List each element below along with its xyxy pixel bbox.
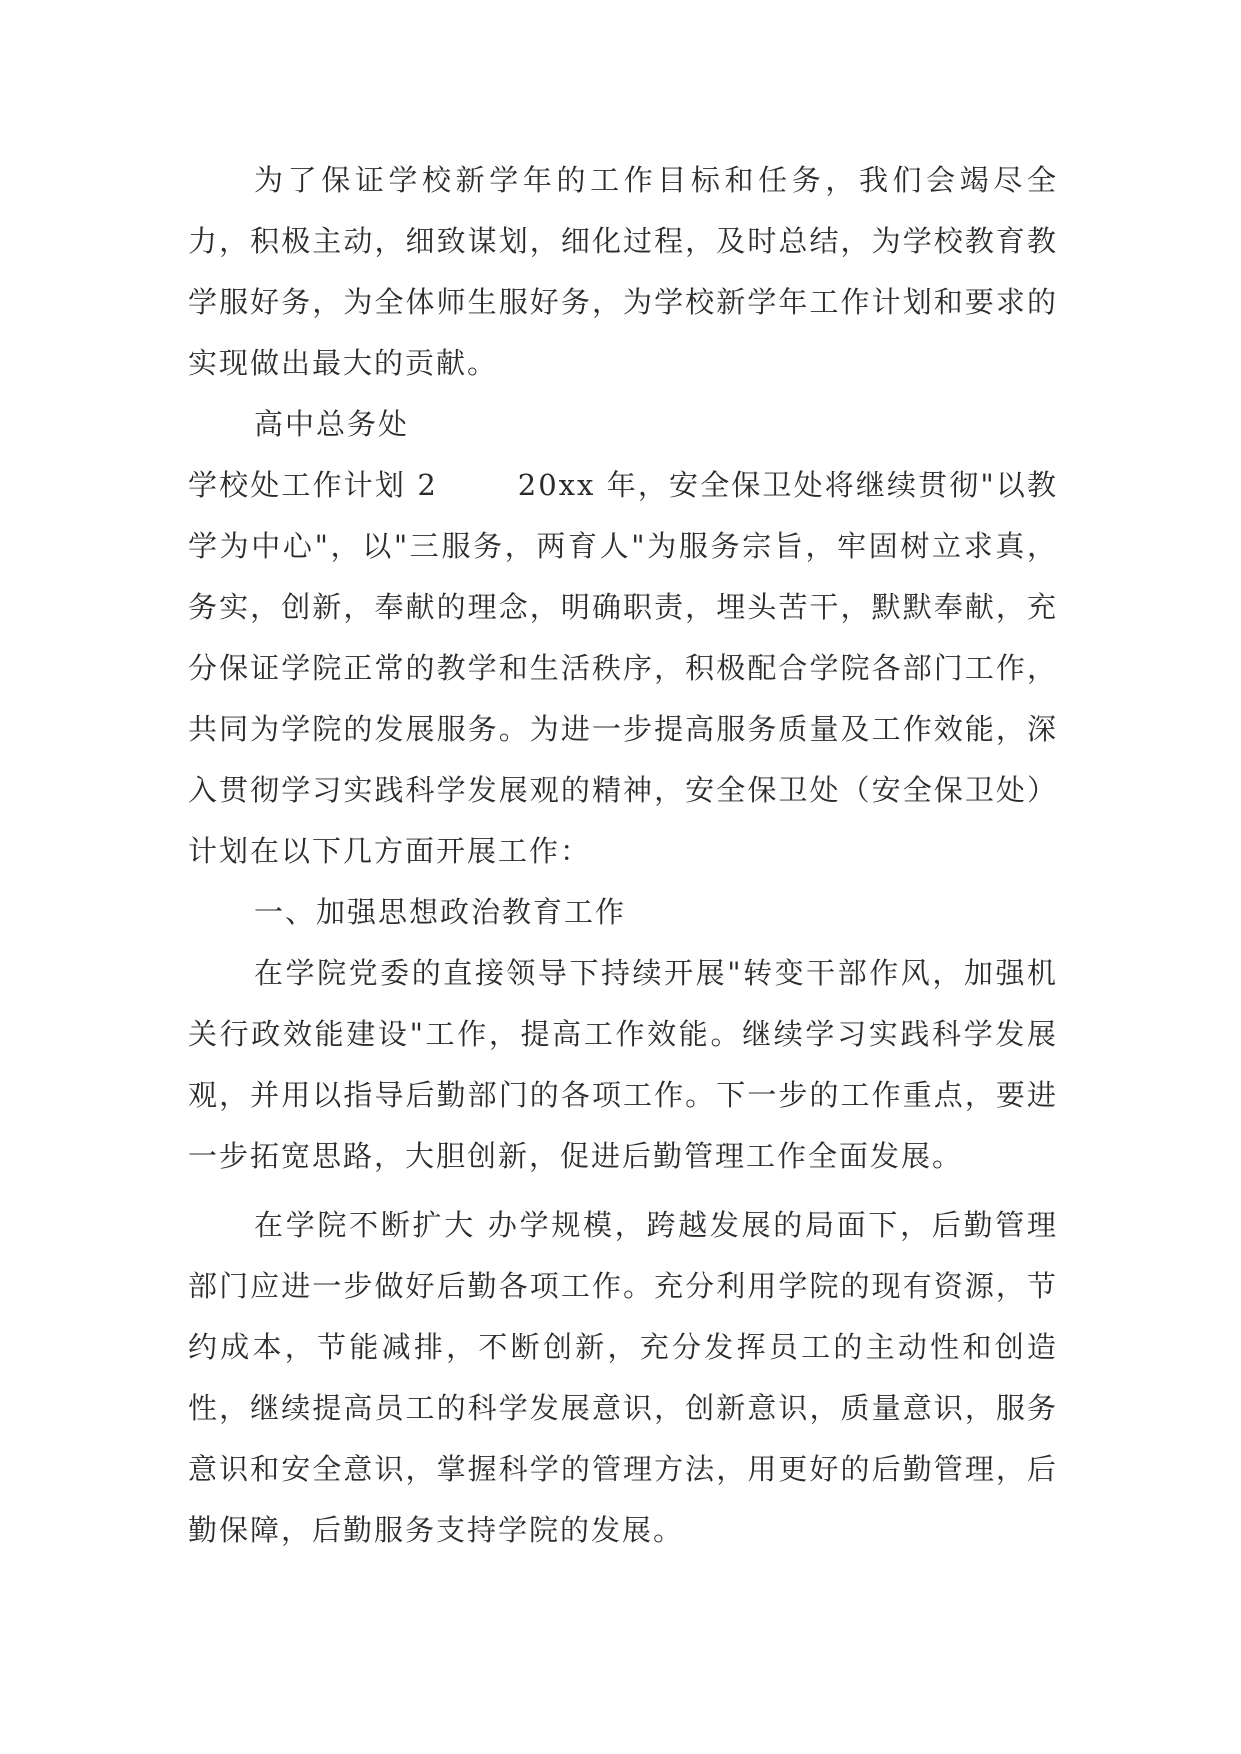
plan-2-intro-text: 20xx 年，安全保卫处将继续贯彻"以教学为中心"，以"三服务，两育人"为服务宗旨，牢固树立求真，务实，创新，奉献的理念，明确职责，埋头苦干，默默奉献，充分保证学院正常的教学和生活秩序，积极配合学院各部门工作，共同为学院的发展服务。为进一步提高服务质量及工作效能，深入贯彻学习实践科学发展观的精神，安全保卫处（安全保卫处）计划在以下几方面开展工作： — [188, 468, 1059, 868]
section-heading-political-education: 一、加强思想政治教育工作 — [254, 895, 627, 929]
paragraph-signature-department: 高中总务处 — [254, 407, 410, 441]
document-body — [188, 150, 1058, 1561]
paragraph-party-leadership: 在学院党委的直接领导下持续开展"转变干部作风，加强机关行政效能建设"工作，提高工作效能。继续学习实践科学发展观，并用以指导后勤部门的各项工作。下一步的工作重点，要进一步拓宽思路，大胆创新，促进后勤管理工作全面发展。 — [188, 956, 1058, 1173]
section-heading-plan-2: 学校处工作计划 2 — [188, 468, 438, 502]
paragraph-logistics-management: 在学院不断扩大 办学规模，跨越发展的局面下，后勤管理部门应进一步做好后勤各项工作。充分利用学院的现有资源，节约成本，节能减排，不断创新，充分发挥员工的主动性和创造性，继续提高员工的科学发展意识，创新意识，质量意识，服务意识和安全意识，掌握科学的管理方法，用更好的后勤管理，后勤保障，后勤服务支持学院的发展。 — [188, 1208, 1058, 1547]
paragraph-plan-2-intro — [188, 455, 1058, 882]
paragraph-closing-commitment: 为了保证学校新学年的工作目标和任务，我们会竭尽全力，积极主动，细致谋划，细化过程，及时总结，为学校教育教学服好务，为全体师生服好务，为学校新学年工作计划和要求的实现做出最大的贡献。 — [188, 163, 1058, 380]
